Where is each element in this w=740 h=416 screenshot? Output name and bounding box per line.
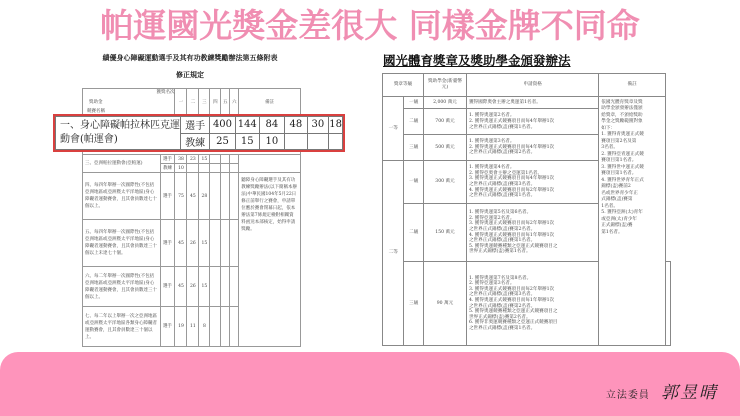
rank-header: 三 xyxy=(199,89,210,117)
diag-header-top: 獲獎名次 xyxy=(156,90,175,95)
criteria-cell: 1. 獲得奧運第7名及第8名者。 2. 獲得亞運第3名者。 3. 獲得奧運正式競賽項目而每2年舉辦1次 之世界正式錦標(盃)賽第3名者。 4. 獲得奧運正式競賽項目而每1年舉辦1次 之世界正式錦標(盃)賽第2名者。 5. 獲得奧運競賽種類之亞運正式競賽項目之 世界正式錦標(盃)賽第2名者。 6. 獲得非奧運競賽種類之亞運正式競賽項目 之世界正式錦標(盃)賽第1名者。 xyxy=(466,262,598,346)
value-cell: 15 xyxy=(199,155,210,164)
rank-header: 二 xyxy=(187,89,199,117)
right-document-title: 國光體育獎章及獎助學金頒發辦法 xyxy=(383,53,571,68)
level-cell: 一級 xyxy=(404,96,424,109)
amount-cell: 300 萬元 xyxy=(424,161,467,204)
value-cell: 26 xyxy=(187,220,199,267)
value-cell: 11 xyxy=(187,307,199,347)
level-cell: 二級 xyxy=(404,204,424,262)
role-label: 選手 xyxy=(160,155,175,164)
grade-cell: 一等 xyxy=(383,96,404,160)
criteria-cell: 1. 獲得奧運第4名者。 2. 獲得亞奧會主辦之亞運第1名者。 3. 獲得奧運正式競賽項目而每4年舉辦1次 之世界正式錦標(盃)賽第3名者。 4. 獲得奧運正式競賽項目而每2年舉辦1次 之世界正式錦標(盃)賽第1名者。 xyxy=(466,161,598,204)
value-cell: 23 xyxy=(187,155,199,164)
side-note: 聽障身心障礙選手及其有功教練獎勵辦法(以下簡稱本辦法)中華民國104年5月22日修正前舉行之賽會，申請單位應於賽會閉幕日起，依本辦法第7條規定檢附相關資料函送本部核定，始得申請獎勵。 xyxy=(239,173,301,347)
left-document-title: 績優身心障礙運動選手及其有功教練獎勵辦法第五條附表 xyxy=(102,53,278,62)
athlete-rank-1: 400 xyxy=(210,117,236,134)
footer-banner xyxy=(0,352,740,416)
value-cell: 10 xyxy=(175,164,187,173)
header-grade: 獎章等級 xyxy=(383,74,424,97)
athlete-label: 選手 xyxy=(181,117,210,134)
amount-cell: 90 萬元 xyxy=(424,262,467,346)
diag-header-mid: 獎助金 xyxy=(89,100,103,105)
left-document-subtitle: 修正規定 xyxy=(176,70,204,79)
rank-header: 四 xyxy=(210,89,221,117)
event-name: 三、亞洲帕拉運動會(亞帕運) xyxy=(83,155,161,173)
event-name: 六、每二年舉辦一次國際性(不包括亞洲地區或亞洲暨太平洋地區)身心障礙者運動賽會，且其會員數達三十個以上。 xyxy=(83,267,161,307)
rank-header: 六 xyxy=(230,89,239,117)
coach-rank-3: 10 xyxy=(259,133,284,150)
grade-cell: 二等 xyxy=(383,161,404,346)
athlete-rank-2: 144 xyxy=(235,117,259,134)
value-cell: 45 xyxy=(175,267,187,307)
table-header-row xyxy=(83,89,301,117)
header-criteria: 申請資格 xyxy=(466,74,598,97)
athlete-rank-4: 48 xyxy=(285,117,308,134)
value-cell: 38 xyxy=(175,155,187,164)
note-header: 備註 xyxy=(239,89,301,117)
criteria-cell: 1. 獲得奧運第3名者。 2. 獲得奧運正式競賽項目而每4年舉辦1次 之世界正式錦標(盃)賽第2名者。 xyxy=(466,135,598,161)
rank-header: 一 xyxy=(175,89,187,117)
value-cell: 19 xyxy=(175,307,187,347)
criteria-cell: 1. 獲得奧運第2名者。 2. 獲得奧運正式競賽項目而每4年舉辦1次 之世界正式錦標(盃)賽第1名者。 xyxy=(466,109,598,135)
value-cell: 15 xyxy=(199,267,210,307)
value-cell: 28 xyxy=(199,173,210,220)
diag-header-bottom: 競賽名稱 xyxy=(87,109,105,114)
left-document xyxy=(40,53,340,80)
athlete-rank-5: 30 xyxy=(307,117,329,134)
page-title: 帕運國光獎金差很大 同樣金牌不同命 xyxy=(100,6,640,45)
table-row xyxy=(383,96,671,109)
table-row xyxy=(83,173,301,220)
rank-header: 五 xyxy=(221,89,230,117)
value-cell: 45 xyxy=(187,173,199,220)
amount-cell: 2,000 萬元 xyxy=(424,96,467,109)
role-label: 選手 xyxy=(160,307,175,347)
table-header-row xyxy=(383,74,671,97)
legislator-name: 郭昱晴 xyxy=(661,383,718,403)
value-cell: 8 xyxy=(199,307,210,347)
note-cell: 依國光體育獎章及獎 助學金頒發辦法僅頒 給獎章，不頒給獎助 學金之獎勵範圍對象 如下： 1. 獲得青奧運正式競 賽項目第2名及第 3名者。 2. 獲得亞青運正式競 賽項目第1名者。 3. 獲得世中運正式競 賽項目第1名者。 4. 獲得世界青年正式 錦標(盃)賽前2 名或世界青少年正 式錦標(盃)賽第 1名者。 5. 獲得亞洲(太)青年 或亞洲(太)青少年 正式錦標(盃)賽 第1名者。 xyxy=(599,96,666,345)
value-cell: 75 xyxy=(175,173,187,220)
paralympics-event-name: 一、身心障礙帕拉林匹克運動會(帕運會) xyxy=(56,117,181,150)
event-name: 四、每四年舉辦一次國際性(不包括亞洲地區或亞洲暨太平洋地區)身心障礙者運動賽會，且其會員數達七十個以上。 xyxy=(83,173,161,220)
event-name: 七、每二年以上舉辦一次之亞洲地區或亞洲暨太平洋地區各類身心障礙者運動賽會，且其會員數達三十個以上。 xyxy=(83,307,161,347)
level-cell: 二級 xyxy=(404,109,424,135)
table-row xyxy=(83,155,301,164)
athlete-rank-3: 84 xyxy=(259,117,284,134)
role-label: 選手 xyxy=(160,220,175,267)
amount-cell: 150 萬元 xyxy=(424,204,467,262)
header-amount: 獎助學金(新臺幣元) xyxy=(424,74,467,97)
level-cell: 一級 xyxy=(404,161,424,204)
role-label: 教練 xyxy=(160,164,175,173)
event-name: 五、每四年舉辦一次國際性(不包括亞洲地區或亞洲暨太平洋地區)身心障礙者運動賽會，且其會員數達三十個以上未達七十個。 xyxy=(83,220,161,267)
highlighted-paralympics-row xyxy=(53,114,345,152)
legislator-role: 立法委員 xyxy=(605,390,650,401)
coach-rank-1: 25 xyxy=(210,133,236,150)
coach-label: 教練 xyxy=(181,133,210,150)
header-note: 備註 xyxy=(599,74,666,97)
level-cell: 三級 xyxy=(404,135,424,161)
right-award-table xyxy=(382,73,671,346)
role-label: 選手 xyxy=(160,267,175,307)
value-cell: 26 xyxy=(187,267,199,307)
criteria-cell: 1. 獲得奧運第5名及第6名者。 2. 獲得亞運第2名者。 3. 獲得奧運正式競賽項目而每2年舉辦1次 之世界正式錦標(盃)賽第2名者。 4. 獲得奧運正式競賽項目而每1年舉辦1次 之世界正式錦標(盃)賽第1名者。 5. 獲得奧運競賽種類之亞運正式競賽項目之 世界正式錦標(盃)賽第1名者。 xyxy=(466,204,598,262)
athlete-rank-6: 18 xyxy=(329,117,343,134)
criteria-cell: 獲得國際奧會主辦之奧運第1名者。 xyxy=(466,96,598,109)
amount-cell: 500 萬元 xyxy=(424,135,467,161)
signature xyxy=(606,378,718,403)
level-cell: 三級 xyxy=(404,262,424,346)
amount-cell: 700 萬元 xyxy=(424,109,467,135)
value-cell: 15 xyxy=(199,220,210,267)
value-cell: 45 xyxy=(175,220,187,267)
coach-rank-2: 15 xyxy=(235,133,259,150)
role-label: 選手 xyxy=(160,173,175,220)
